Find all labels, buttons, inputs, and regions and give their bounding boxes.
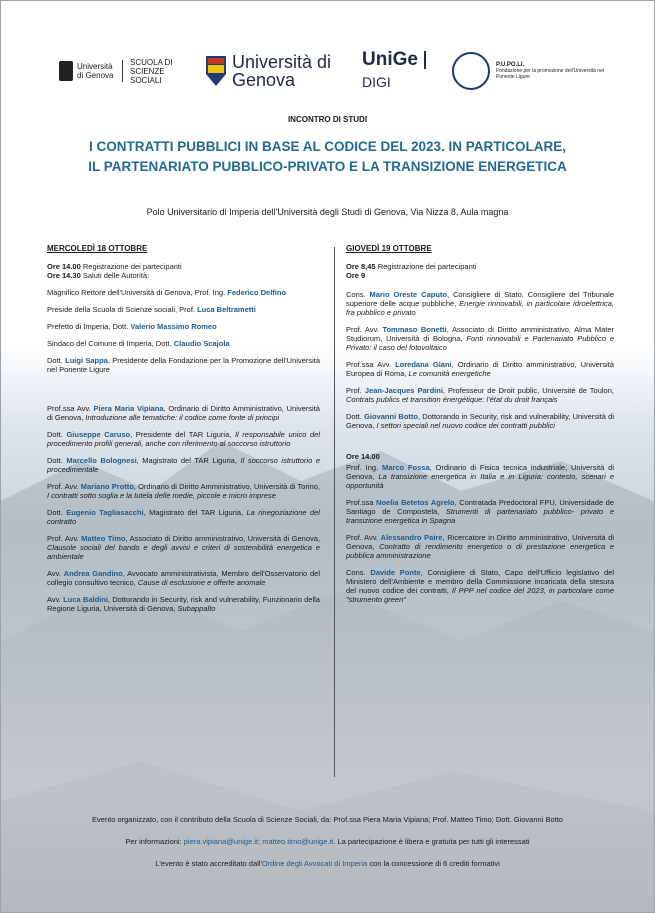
time-label: Ore 8,45 bbox=[346, 262, 376, 271]
entry-text: Prof. Avv. bbox=[346, 325, 383, 334]
footer bbox=[1, 815, 654, 881]
talk-title: Fonti rinnovabili e Partenariato Pubblico e Privato: il caso del fotovoltaico bbox=[346, 334, 614, 352]
info-tail: . La partecipazione è libera e gratuita per tutti gli interessati bbox=[333, 837, 530, 846]
day1-schedule bbox=[47, 262, 320, 280]
speaker-name: Mario Oreste Caputo bbox=[369, 290, 447, 299]
speaker-name: Matteo Timo bbox=[81, 534, 126, 543]
entry-text: Prof.ssa bbox=[346, 498, 377, 507]
logo-univ-text: Università di Genova bbox=[77, 62, 114, 80]
entry-text: , Associato di Diritto amministrativo, Università di Genova, bbox=[125, 534, 321, 543]
speaker-name: Claudio Scajola bbox=[173, 339, 230, 348]
speaker-name: Giuseppe Caruso bbox=[66, 430, 131, 439]
program-entry bbox=[47, 404, 320, 422]
day2-schedule bbox=[346, 262, 614, 280]
program-entry bbox=[47, 356, 320, 374]
entry-text: , Contratada Predoctoral FPU, Universidade de Santiago de Compostela, bbox=[346, 498, 615, 516]
talk-title: Cause di esclusione e offerte anomale bbox=[137, 578, 266, 587]
logo-divider bbox=[122, 60, 123, 82]
program-entry bbox=[47, 288, 320, 297]
speaker-name: Giovanni Botto bbox=[364, 412, 418, 421]
entry-text: , Avvocato amministrativista, Membro dell'Osservatorio del collegio consultivo tecnico, bbox=[47, 569, 320, 587]
program-entry bbox=[346, 386, 614, 404]
scienze-sociali-logo bbox=[59, 58, 182, 85]
entry-text: Prof. bbox=[346, 386, 365, 395]
speaker-name: Noelia Betetos Agrelo bbox=[376, 498, 455, 507]
entry-text: Dott. bbox=[47, 356, 66, 365]
entry-text: , Dottorando in Security, risk and vulnerability, Funzionario della Regione Liguria, Università di Genova, bbox=[47, 595, 320, 613]
talk-title: Introduzione alle tematiche: il codice come fonte di principi bbox=[85, 413, 280, 422]
talk-title: Il responsabile unico del procedimento profili generali, anche con riferimento al soccorso istruttorio bbox=[47, 430, 320, 448]
talk-title: Contratto di rendimento energetico o di prestazione energetica e pubblica amministrazione bbox=[346, 542, 615, 560]
entry-text: Dott. bbox=[47, 456, 67, 465]
afternoon-time bbox=[346, 452, 614, 461]
accreditation-org: Ordine degli Avvocati di Imperia bbox=[261, 859, 368, 868]
time-text: Saluti delle Autorità: bbox=[82, 271, 150, 280]
program-entry bbox=[47, 508, 320, 526]
speaker-name: Tommaso Bonetti bbox=[382, 325, 447, 334]
event-kicker: INCONTRO DI STUDI bbox=[287, 115, 368, 124]
speaker-name: Loredana Giani bbox=[395, 360, 452, 369]
program-entry bbox=[346, 412, 614, 430]
pupoli-text bbox=[496, 62, 614, 80]
digi-divider bbox=[424, 51, 426, 69]
speaker-name: Alessandro Paire bbox=[380, 533, 443, 542]
time-label: Ore 14.30 bbox=[47, 271, 81, 280]
program-entry bbox=[346, 325, 614, 352]
program-entry bbox=[346, 533, 614, 560]
day1-talks-list bbox=[47, 404, 320, 613]
title-line-1: I CONTRATTI PUBBLICI IN BASE AL CODICE DEL 2023. IN PARTICOLARE, bbox=[88, 139, 567, 154]
accreditation-post: con la concessione di 6 crediti formativi bbox=[367, 859, 500, 868]
entry-text: , Ordinario di Diritto Amministrativo, Università di Genova, bbox=[47, 404, 320, 422]
entry-text: Dott. bbox=[47, 430, 67, 439]
pupoli-logo bbox=[452, 52, 614, 90]
entry-text: Prof. Avv. bbox=[47, 482, 81, 491]
entry-text: Magnifico Rettore dell'Università di Genova, Prof. Ing. bbox=[47, 288, 228, 297]
day1-column bbox=[47, 244, 320, 621]
entry-text: , Presidente del TAR Liguria, bbox=[130, 430, 235, 439]
program-entry bbox=[346, 463, 614, 490]
program-entry bbox=[47, 322, 320, 331]
program-entry bbox=[346, 360, 614, 378]
entry-text: , Dottorando in Security, risk and vulnerability, Università di Genova, bbox=[346, 412, 614, 430]
program-entry bbox=[346, 498, 614, 525]
speaker-name: Luigi Sappa bbox=[65, 356, 108, 365]
program-entry bbox=[47, 569, 320, 587]
time-label: Ore 9 bbox=[346, 271, 366, 280]
program-entry bbox=[346, 290, 614, 317]
entry-text: Sindaco del Comune di Imperia, Dott. bbox=[47, 339, 174, 348]
info-line bbox=[1, 837, 654, 846]
talk-title: Energie rinnovabili, in particolare idroelettrica, fra pubblico e privato bbox=[346, 299, 615, 317]
speaker-name: Marco Fossa bbox=[382, 463, 430, 472]
entry-text: , Ordinario di Diritto amministrativo, Università Europea di Roma, bbox=[346, 360, 614, 378]
program-entry bbox=[47, 482, 320, 500]
program-entry bbox=[47, 595, 320, 613]
entry-text: , Consigliere di Stato, Capo dell'Ufficio legislativo del Ministero dell'Ambiente e membro della Commissione incaricata della stesura del nuovo codice dei contratti, bbox=[346, 568, 614, 595]
entry-text: , Magistrato del TAR Liguria, bbox=[143, 508, 247, 517]
event-title bbox=[1, 137, 654, 177]
talk-title: Strumenti di partenariato pubblico- privato e transizione energetica in Spagna bbox=[346, 507, 615, 525]
pupoli-emblem-icon bbox=[452, 52, 490, 90]
talk-title: La rinegoziazione del contratto bbox=[47, 508, 320, 526]
entry-text: , Ordinario di Diritto Amministrativo, Università di Torino, bbox=[133, 482, 320, 491]
digi-wordmark: DIGI bbox=[362, 74, 391, 90]
university-seal-icon bbox=[59, 61, 73, 81]
time-label: Ore 14.00 bbox=[47, 262, 81, 271]
entry-text: , Ricercatore in Diritto amministrativo, Università di Genova, bbox=[346, 533, 614, 551]
day2-afternoon-talks bbox=[346, 463, 614, 604]
title-line-2: IL PARTENARIATO PUBBLICO-PRIVATO E LA TRANSIZIONE ENERGETICA bbox=[88, 159, 567, 174]
speaker-name: Piera Maria Vipiana bbox=[93, 404, 164, 413]
day2-heading: GIOVEDÌ 19 OTTOBRE bbox=[346, 244, 432, 253]
program-entry bbox=[47, 430, 320, 448]
entry-text: Prof.ssa Avv. bbox=[346, 360, 396, 369]
unige-logo bbox=[206, 53, 332, 89]
unige-name: Università di Genova bbox=[232, 52, 332, 90]
program-entry bbox=[47, 339, 320, 348]
speaker-name: Eugenio Tagliasacchi bbox=[66, 508, 144, 517]
talk-title: Subappalto bbox=[177, 604, 216, 613]
program-entry bbox=[47, 305, 320, 314]
unige-digi-logo bbox=[362, 49, 452, 93]
entry-text: Prof. Ing. bbox=[346, 463, 383, 472]
info-label: Per informazioni: bbox=[125, 837, 184, 846]
speaker-name: Jean-Jacques Pardini bbox=[364, 386, 443, 395]
unige-shield-icon bbox=[206, 56, 226, 86]
program-entry bbox=[47, 534, 320, 561]
column-divider bbox=[334, 247, 335, 777]
entry-text: Preside della Scuola di Scienze sociali, Prof. bbox=[47, 305, 198, 314]
accreditation-pre: L'evento è stato accreditato dall' bbox=[155, 859, 262, 868]
entry-text: , Associato di Diritto amministrativo, Alma Mater Studiorum, Università di Bologna, bbox=[346, 325, 614, 343]
speaker-name: Luca Beltrametti bbox=[197, 305, 256, 314]
event-venue: Polo Universitario di Imperia dell'Università degli Studi di Genova, Via Nizza 8, Aula magna bbox=[146, 207, 509, 217]
organizers-line: Evento organizzato, con il contributo della Scuola di Scienze Sociali, da: Prof.ssa Piera Maria Vipiana; Prof. Matteo Timo; Dott. Giovanni Botto bbox=[92, 815, 563, 824]
entry-text: Dott. bbox=[47, 508, 67, 517]
speaker-name: Federico Delfino bbox=[227, 288, 287, 297]
entry-text: Avv. bbox=[47, 569, 64, 578]
accreditation-line bbox=[1, 859, 654, 868]
entry-text: Dott. bbox=[346, 412, 365, 421]
speaker-name: Luca Baldini bbox=[63, 595, 108, 604]
entry-text: Prof. Avv. bbox=[47, 534, 82, 543]
speaker-name: Andrea Gandino bbox=[63, 569, 123, 578]
pupoli-subtitle: Fondazione per la promozione dell'Università nel Ponente Ligure bbox=[496, 68, 604, 80]
time-text: Registrazione dei partecipanti bbox=[82, 262, 182, 271]
speaker-name: Marcello Bolognesi bbox=[66, 456, 137, 465]
speaker-name: Davide Ponte bbox=[370, 568, 421, 577]
entry-text: Prof. Avv. bbox=[346, 533, 381, 542]
entry-text: Cons. bbox=[346, 568, 371, 577]
program-entry bbox=[47, 456, 320, 474]
day2-column bbox=[346, 244, 614, 612]
entry-text: , Consigliere di Stato, Consigliere del Tribunale superiore delle acque pubbliche, bbox=[346, 290, 615, 308]
talk-title: Clausole sociali del bando e degli avvisi e criteri di sostenibilità energetica e ambientale bbox=[47, 543, 320, 561]
greetings-list bbox=[47, 288, 320, 374]
logo-school-text: SCUOLA DI SCIENZE SOCIALI bbox=[130, 57, 173, 85]
speaker-name: Valerio Massimo Romeo bbox=[130, 322, 217, 331]
talk-title: I settori speciali nel nuovo codice dei contratti pubblici bbox=[376, 421, 555, 430]
talk-title: I contratti sotto soglia e la tutela delle medie, piccole e micro imprese bbox=[47, 491, 276, 500]
talk-title: Contrats publics et transition énergétique: l'état du droit français bbox=[346, 395, 558, 404]
talk-title: Il PPP nel codice del 2023, in particolare come "strumento green" bbox=[346, 586, 615, 604]
entry-text: , Presidente della Fondazione per la Promozione dell'Università nel Ponente Ligure bbox=[47, 356, 320, 374]
entry-text: , Professeur de Droit public, Université de Toulon, bbox=[442, 386, 614, 395]
day1-heading: MERCOLEDÌ 18 OTTOBRE bbox=[47, 244, 148, 253]
entry-text: , Ordinario di Fisica tecnica industriale, Università di Genova, bbox=[346, 463, 614, 481]
logo-bar bbox=[59, 49, 614, 93]
entry-text: Prof.ssa Avv. bbox=[47, 404, 94, 413]
talk-title: Il soccorso istruttorio e procedimentale bbox=[47, 456, 320, 474]
talk-title: Le comunità energetiche bbox=[408, 369, 491, 378]
contact-emails-link[interactable]: piera.vipiana@unige.it; matteo.timo@unige.it bbox=[183, 837, 334, 846]
talk-title: La transizione energetica in Italia e in Liguria: contesto, scenari e opportunità bbox=[346, 472, 614, 490]
speaker-name: Mariano Protto bbox=[80, 482, 134, 491]
entry-text: , Magistrato del TAR Liguria, bbox=[136, 456, 241, 465]
entry-text: Avv. bbox=[47, 595, 64, 604]
entry-text: Cons. bbox=[346, 290, 370, 299]
program-entry bbox=[346, 568, 614, 604]
pupoli-title: P.U.PO.LI. bbox=[496, 62, 525, 68]
time-text: Registrazione dei partecipanti bbox=[377, 262, 477, 271]
entry-text: Prefetto di Imperia, Dott. bbox=[47, 322, 131, 331]
time-label: Ore 14.00 bbox=[346, 452, 380, 461]
day2-morning-talks bbox=[346, 290, 614, 430]
unige-wordmark: UniGe bbox=[362, 49, 418, 70]
